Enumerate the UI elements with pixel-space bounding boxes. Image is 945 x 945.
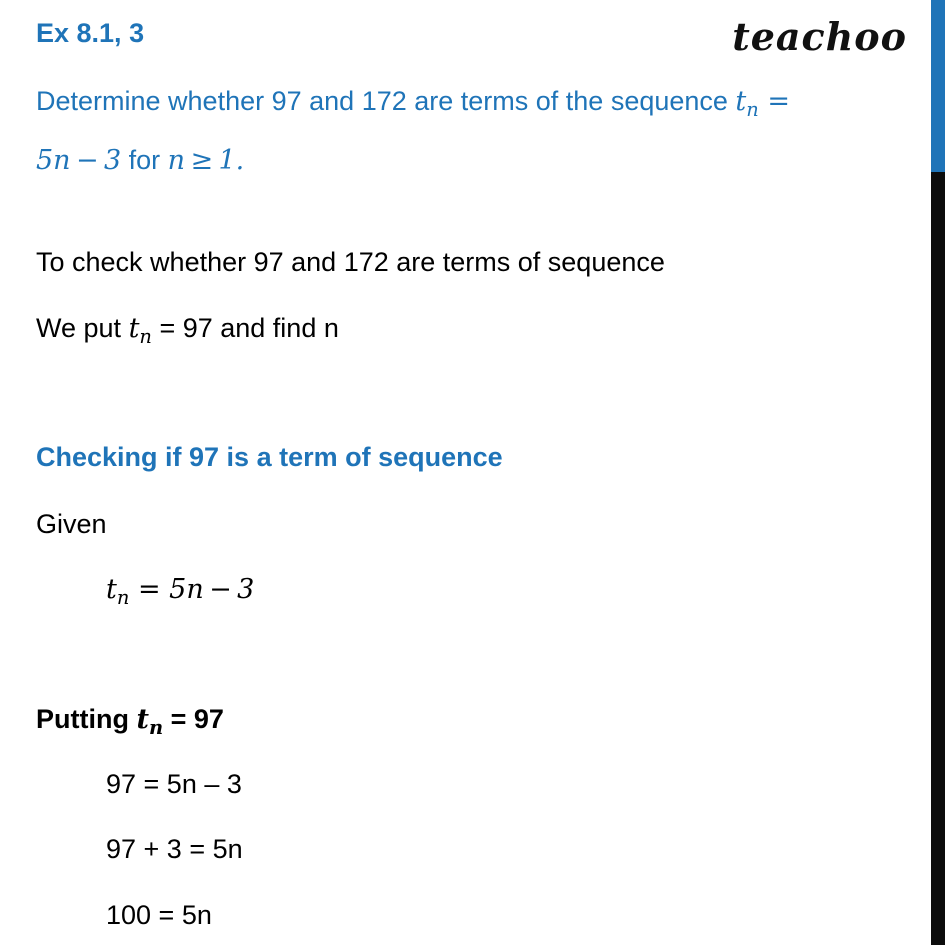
putting-value: = 97 bbox=[163, 704, 224, 734]
section-heading: Checking if 97 is a term of sequence bbox=[36, 442, 503, 472]
question-equals: = bbox=[758, 86, 791, 117]
given-label: Given bbox=[36, 509, 107, 539]
question-text: Determine whether 97 and 172 are terms of the sequence bbox=[36, 86, 736, 116]
question-t-symbol: t bbox=[735, 86, 747, 117]
question-expression: 5n − 3 bbox=[36, 145, 122, 176]
step-2: 97 + 3 = 5n bbox=[106, 834, 243, 864]
putting-n-subscript: n bbox=[148, 716, 164, 740]
step-3: 100 = 5n bbox=[106, 900, 212, 930]
question-line-1 bbox=[36, 84, 790, 121]
given-n-subscript: n bbox=[116, 586, 130, 610]
scrollbar-thumb[interactable] bbox=[931, 0, 945, 172]
question-condition: n ≥ 1. bbox=[167, 145, 245, 176]
step-1: 97 = 5n – 3 bbox=[106, 769, 242, 799]
question-for-word: for bbox=[121, 145, 168, 175]
question-n-subscript: n bbox=[746, 98, 759, 122]
given-equation bbox=[106, 572, 254, 609]
given-t-symbol: t bbox=[106, 574, 117, 605]
teachoo-logo: teachoo bbox=[732, 14, 907, 59]
intro-t-symbol: t bbox=[128, 313, 140, 344]
putting-label bbox=[36, 702, 224, 739]
intro-n-subscript: n bbox=[139, 325, 152, 349]
intro-line-1: To check whether 97 and 172 are terms of sequence bbox=[36, 247, 665, 277]
given-rhs: = 5n − 3 bbox=[129, 574, 255, 605]
intro-we-put: We put bbox=[36, 313, 129, 343]
putting-word: Putting bbox=[36, 704, 137, 734]
intro-find-n: = 97 and find n bbox=[151, 313, 339, 343]
exercise-title: Ex 8.1, 3 bbox=[36, 18, 145, 48]
intro-line-2 bbox=[36, 311, 339, 348]
question-line-2 bbox=[36, 143, 244, 178]
putting-t-symbol: t bbox=[136, 704, 149, 735]
